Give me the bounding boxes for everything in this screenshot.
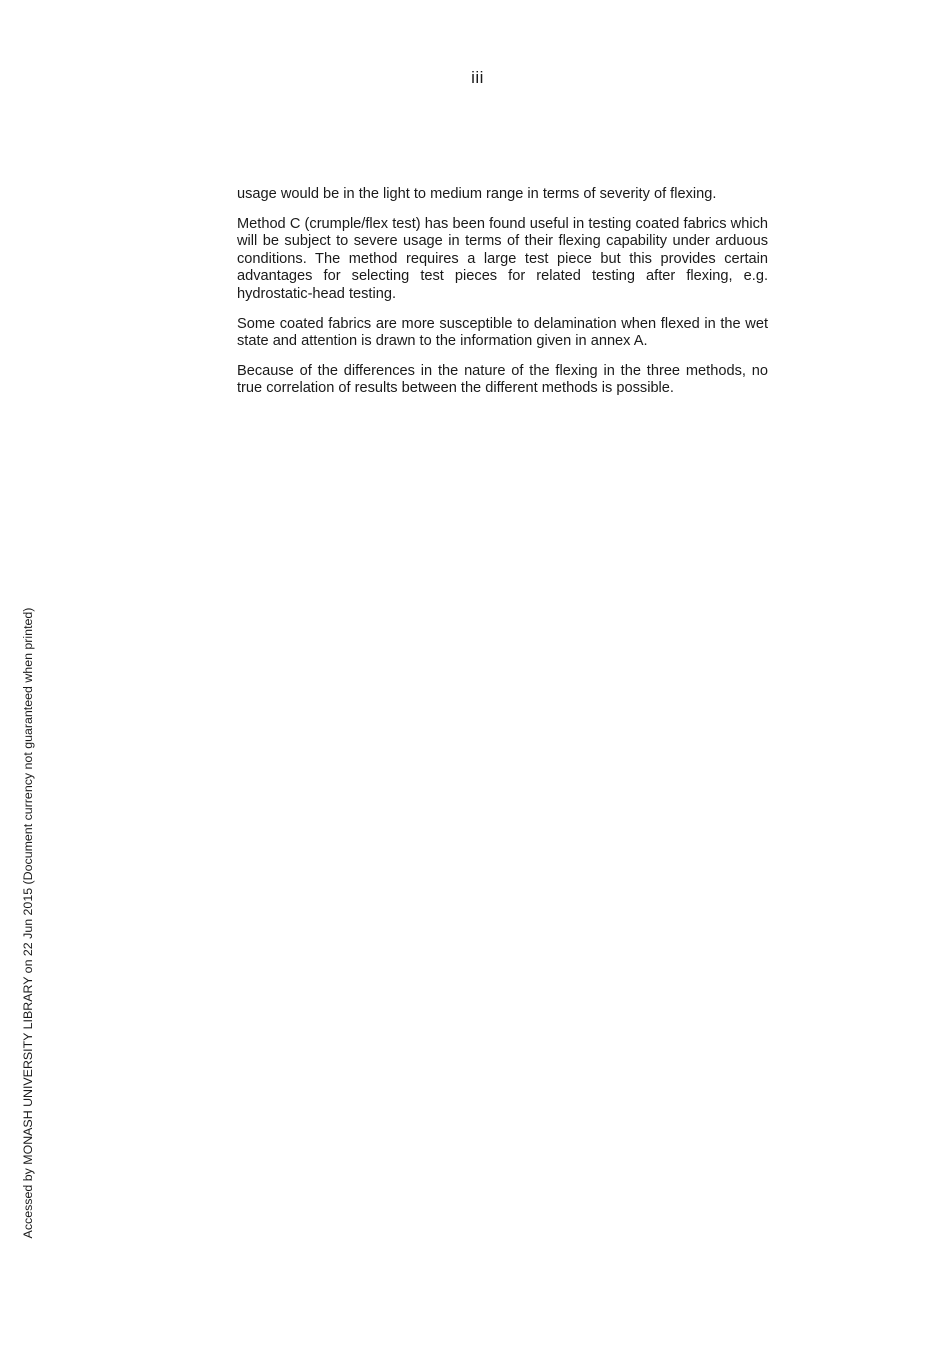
paragraph-correlation: Because of the differences in the nature of the flexing in the three methods, no true correlation of results between the different methods is possible.: [237, 362, 768, 397]
document-body: [237, 186, 768, 410]
page-number: iii: [471, 68, 484, 87]
paragraph-usage: usage would be in the light to medium range in terms of severity of flexing.: [237, 186, 717, 202]
paragraph-delamination: Some coated fabrics are more susceptible to delamination when flexed in the wet state and attention is drawn to the information given in annex A.: [237, 315, 768, 350]
access-watermark: Accessed by MONASH UNIVERSITY LIBRARY on 22 Jun 2015 (Document currency not guaranteed when printed): [21, 607, 35, 1239]
paragraph-method-c: Method C (crumple/flex test) has been found useful in testing coated fabrics which will be subject to severe usage in terms of their flexing capability under arduous conditions. The method requires a large test piece but this provides certain advantages for selecting test pieces for related testing after flexing, e.g. hydrostatic-head testing.: [237, 215, 768, 302]
